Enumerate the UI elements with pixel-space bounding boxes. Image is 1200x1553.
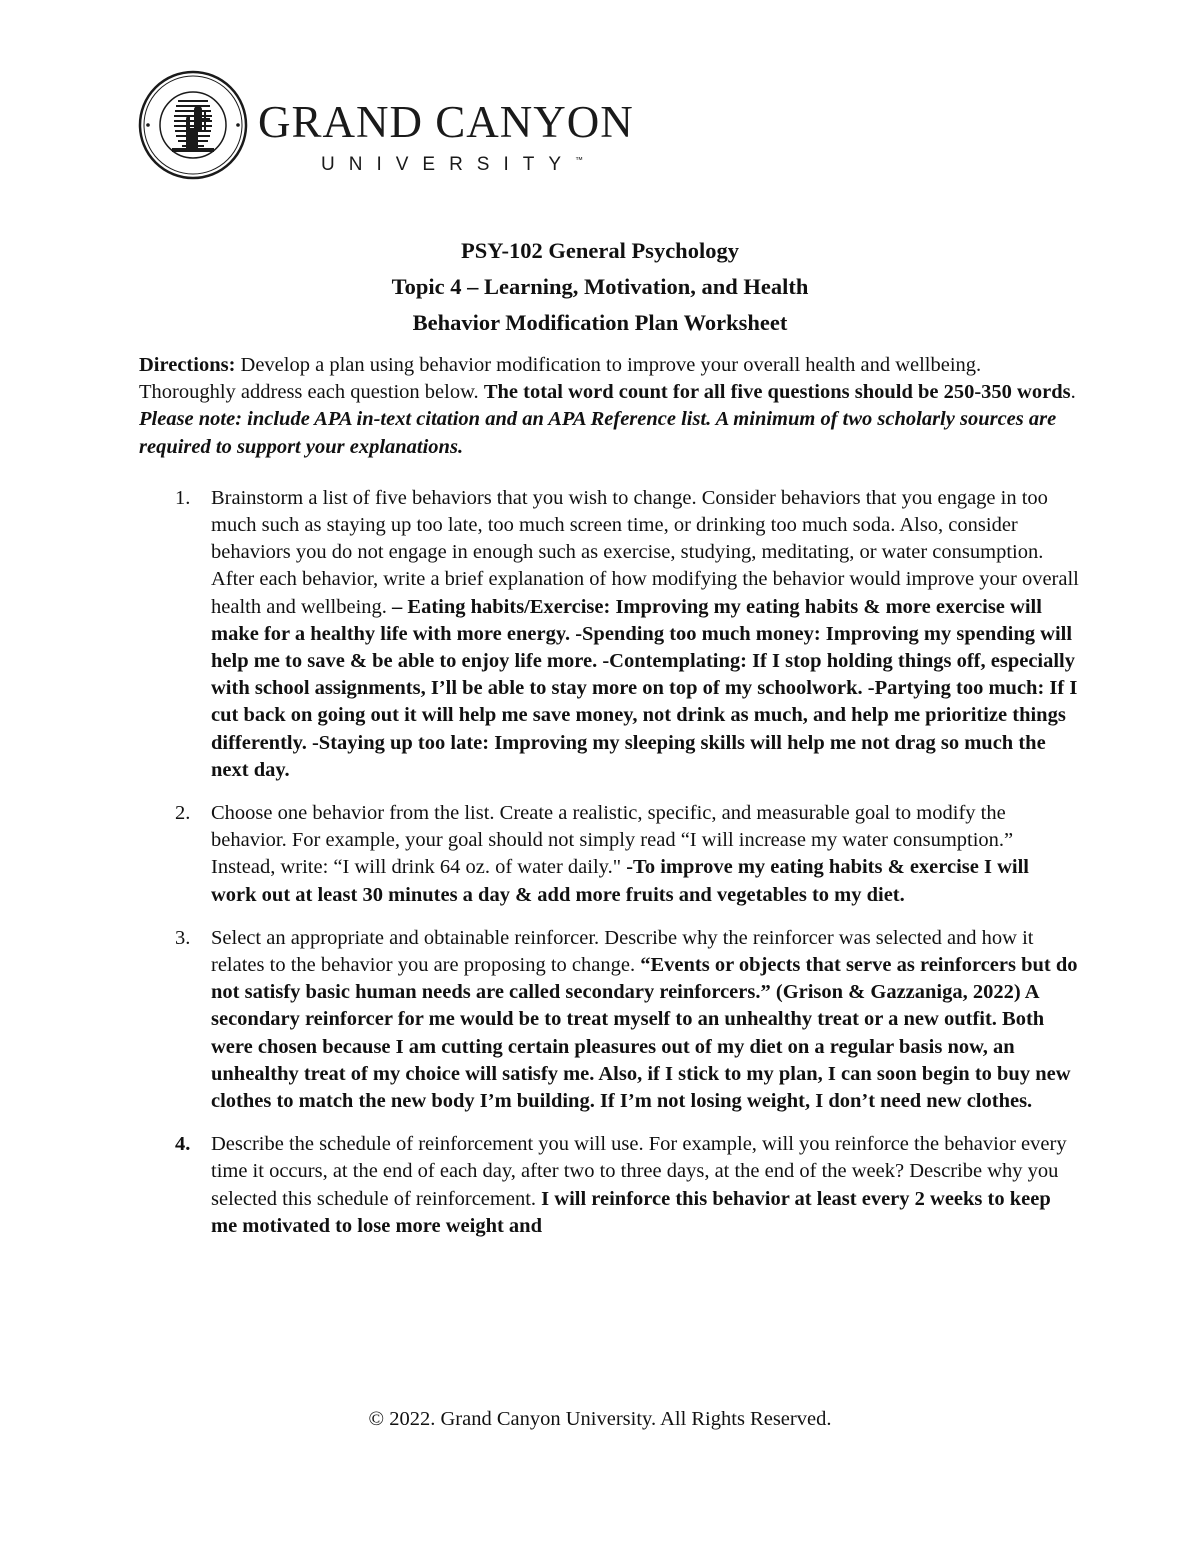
gcu-seal-icon <box>138 70 248 180</box>
directions-period: . <box>1070 381 1076 404</box>
question-number: 1. <box>175 486 191 509</box>
directions-text: Develop a plan using behavior modification to improve your overall health and wellbeing. Thoroughly address each question below. <box>139 354 982 404</box>
question-item <box>139 925 1079 1115</box>
question-answer: – Eating habits/Exercise: Improving my eating habits & more exercise will make for a healthy life with more energy. -Spending too much money: Improving my spending will help me to save & be able to enjoy life more. -Contemplating: If I stop holding things off, especially with school assignments, I’ll be able to stay more on top of my schoolwork. -Partying too much: If I cut back on going out it will help me save money, not drink as much, and help me prioritize things differently. -Staying up too late: Improving my sleeping skills will help me not drag so much the next day. <box>211 595 1078 781</box>
directions-paragraph <box>139 352 1079 461</box>
worksheet-title: Behavior Modification Plan Worksheet <box>412 310 788 335</box>
question-prompt: Choose one behavior from the list. Create a realistic, specific, and measurable goal to modify the behavior. For example, your goal should not simply read “I will increase my water consumption.” Instead, write: “I will drink 64 oz. of water daily." <box>211 802 1014 879</box>
question-prompt: Select an appropriate and obtainable reinforcer. Describe why the reinforcer was selected and how it relates to the behavior you are proposing to change. <box>211 926 1034 977</box>
question-item <box>139 800 1079 909</box>
question-item <box>139 485 1079 784</box>
question-number: 2. <box>175 802 191 825</box>
document-body <box>139 352 1079 1256</box>
course-title: PSY-102 General Psychology <box>461 238 739 263</box>
question-item <box>139 1131 1079 1240</box>
topic-title: Topic 4 – Learning, Motivation, and Health <box>391 274 809 299</box>
question-prompt: Brainstorm a list of five behaviors that you wish to change. Consider behaviors that you engage in too much such as staying up too late, too much screen time, or drinking too much soda. Also, consider behaviors you do not engage in enough such as exercise, studying, meditating, or water consumption. After each behavior, write a brief explanation of how modifying the behavior would improve your overall health and wellbeing. <box>211 486 1079 618</box>
university-logo <box>138 70 638 182</box>
question-number: 4. <box>175 1133 191 1156</box>
document-heading <box>0 233 1200 341</box>
question-answer: “Events or objects that serve as reinforcers but do not satisfy basic human needs are called secondary reinforcers.” (Grison & Gazzaniga, 2022) A secondary reinforcer for me would be to treat myself to an unhealthy treat or a new outfit. Both were chosen because I am cutting certain pleasures out of my diet on a regular basis now, an unhealthy treat of my choice will satisfy me. Also, if I stick to my plan, I can soon begin to buy new clothes to match the new body I’m building. If I’m not losing weight, I don’t need new clothes. <box>211 954 1078 1113</box>
question-prompt: Describe the schedule of reinforcement you will use. For example, will you reinforce the behavior every time it occurs, at the end of each day, after two to three days, at the end of the week? Describe why you selected this schedule of reinforcement. <box>211 1133 1067 1210</box>
copyright-footer: © 2022. Grand Canyon University. All Rights Reserved. <box>368 1408 832 1430</box>
question-answer: -To improve my eating habits & exercise I will work out at least 30 minutes a day & add more fruits and vegetables to my diet. <box>211 856 1029 906</box>
directions-label: Directions: <box>139 354 236 376</box>
word-count-requirement: The total word count for all five questions should be 250-350 words <box>483 381 1071 404</box>
university-name-line2 <box>321 154 583 176</box>
question-number: 3. <box>175 926 191 949</box>
trademark-symbol: ™ <box>575 155 584 165</box>
question-list <box>139 485 1079 1240</box>
citation-note: Please note: include APA in-text citation and an APA Reference list. A minimum of two scholarly sources are required to support your explanations. <box>139 408 1057 458</box>
university-name-text: UNIVERSITY <box>321 154 576 175</box>
question-answer: I will reinforce this behavior at least every 2 weeks to keep me motivated to lose more weight and <box>211 1187 1051 1237</box>
university-name-line1: GRAND CANYON <box>258 97 634 147</box>
